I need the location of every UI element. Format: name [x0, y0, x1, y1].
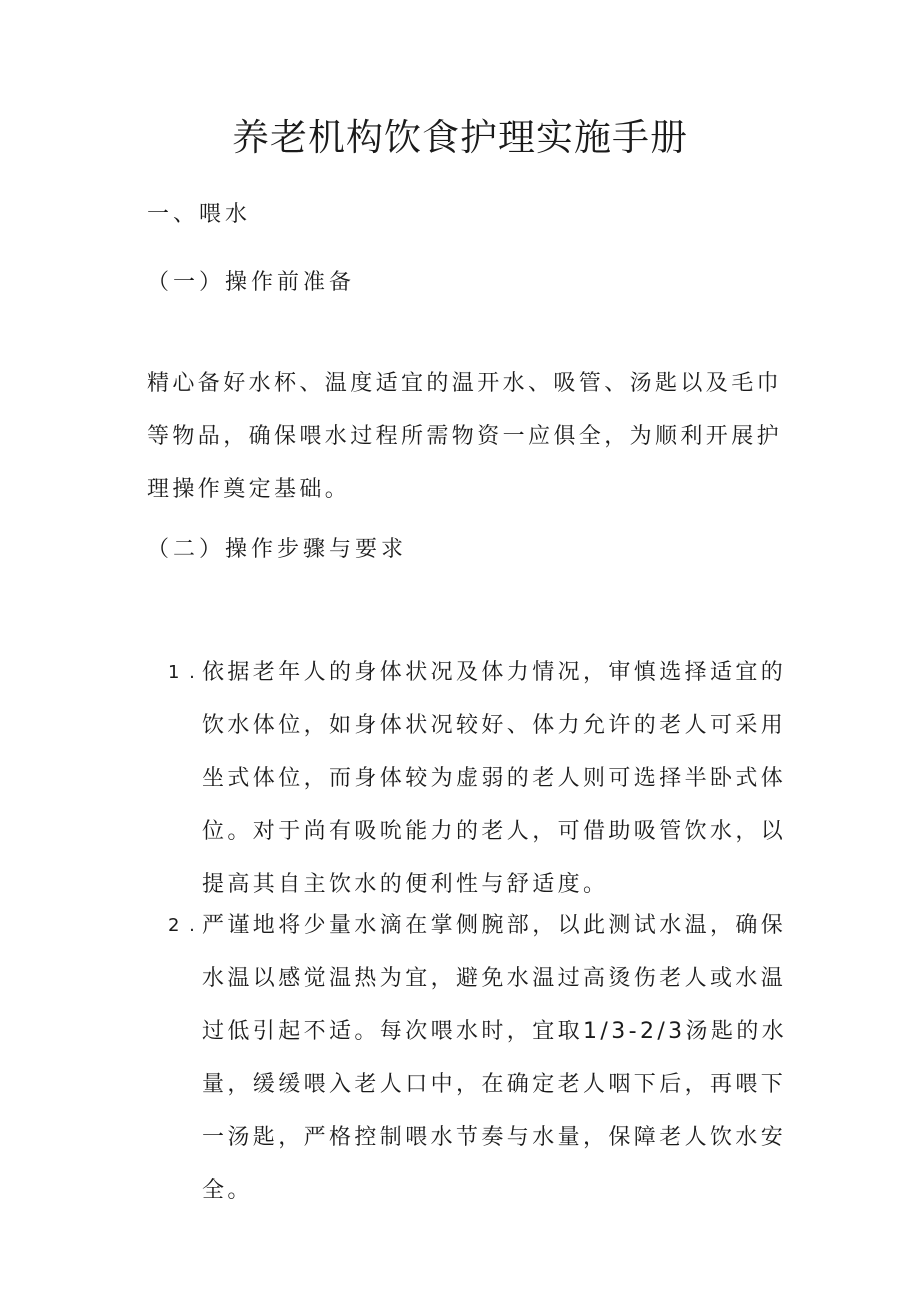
step-number: 1 .: [168, 662, 197, 683]
step-item-1: [168, 646, 798, 911]
subsection-heading-steps: （二）操作步骤与要求: [147, 537, 408, 562]
subsection-heading-preparation: （一）操作前准备: [147, 270, 356, 295]
step-item-2: [168, 899, 798, 1217]
section-heading-feeding-water: 一、喂水: [147, 202, 252, 227]
step-number: 2 .: [168, 915, 197, 936]
step-text: 依据老年人的身体状况及体力情况，审慎选择适宜的饮水体位，如身体状况较好、体力允许的老人可采用坐式体位，而身体较为虚弱的老人则可选择半卧式体位。对于尚有吸吮能力的老人，可借助吸管饮水，以提高其自主饮水的便利性与舒适度。: [202, 660, 787, 897]
document-title: 养老机构饮食护理实施手册: [232, 116, 688, 159]
preparation-paragraph: 精心备好水杯、温度适宜的温开水、吸管、汤匙以及毛巾等物品，确保喂水过程所需物资一应俱全，为顺利开展护理操作奠定基础。: [147, 371, 783, 502]
step-text: 严谨地将少量水滴在掌侧腕部，以此测试水温，确保水温以感觉温热为宜，避免水温过高烫伤老人或水温过低引起不适。每次喂水时，宜取1/3-2/3汤匙的水量，缓缓喂入老人口中，在确定老人咽下后，再喂下一汤匙，严格控制喂水节奏与水量，保障老人饮水安全。: [202, 913, 788, 1203]
